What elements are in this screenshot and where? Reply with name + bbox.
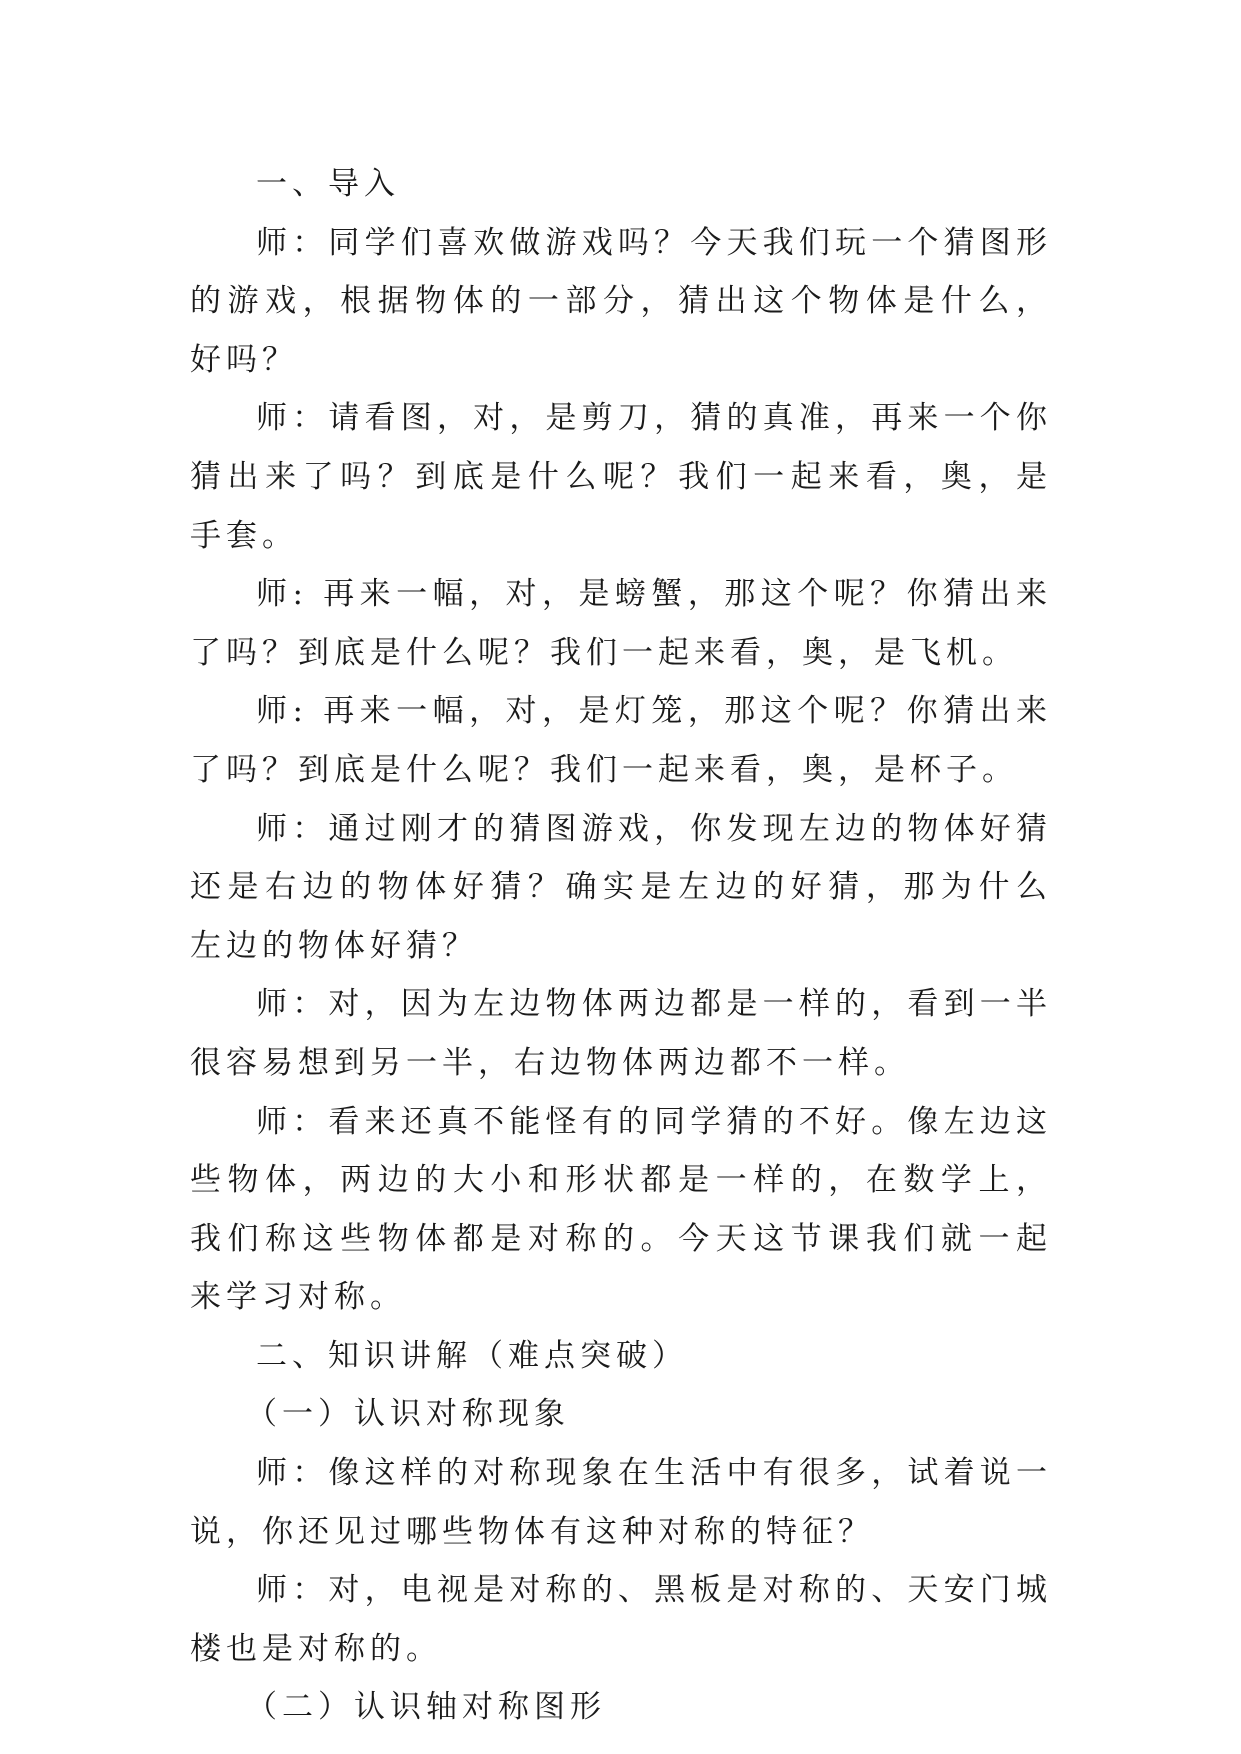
- paragraph: 师：通过刚才的猜图游戏，你发现左边的物体好猜还是右边的物体好猜？确实是左边的好猜，那为什么左边的物体好猜？: [190, 810, 1052, 964]
- paragraph: 师：对，因为左边物体两边都是一样的，看到一半很容易想到另一半，右边物体两边都不一样。: [190, 986, 1052, 1081]
- paragraph: 师：对，电视是对称的、黑板是对称的、天安门城楼也是对称的。: [190, 1572, 1052, 1667]
- paragraph: 师：看来还真不能怪有的同学猜的不好。像左边这些物体，两边的大小和形状都是一样的，在数学上，我们称这些物体都是对称的。今天这节课我们就一起来学习对称。: [190, 1103, 1052, 1316]
- paragraph: 师：像这样的对称现象在生活中有很多，试着说一说，你还见过哪些物体有这种对称的特征？: [190, 1455, 1052, 1550]
- paragraph: 师: 再来一幅，对，是灯笼，那这个呢？你猜出来了吗？到底是什么呢？我们一起来看，奥，是杯子。: [190, 693, 1052, 788]
- document-body: [190, 155, 1052, 1737]
- section-heading-intro: 一、导入: [256, 166, 400, 202]
- paragraph: 师: 再来一幅，对，是螃蟹，那这个呢？你猜出来了吗？到底是什么呢？我们一起来看，奥，是飞机。: [190, 576, 1052, 671]
- subsection-heading-axis-symmetry: （二）认识轴对称图形: [246, 1689, 606, 1726]
- paragraph: 师：请看图，对，是剪刀，猜的真准，再来一个你猜出来了吗？到底是什么呢？我们一起来看，奥，是手套。: [190, 400, 1052, 554]
- subsection-heading-symmetry: （一）认识对称现象: [246, 1396, 570, 1433]
- section-heading-knowledge: 二、知识讲解（难点突破）: [256, 1337, 688, 1374]
- paragraph: 师：同学们喜欢做游戏吗？今天我们玩一个猜图形的游戏，根据物体的一部分，猜出这个物体是什么，好吗？: [190, 224, 1052, 378]
